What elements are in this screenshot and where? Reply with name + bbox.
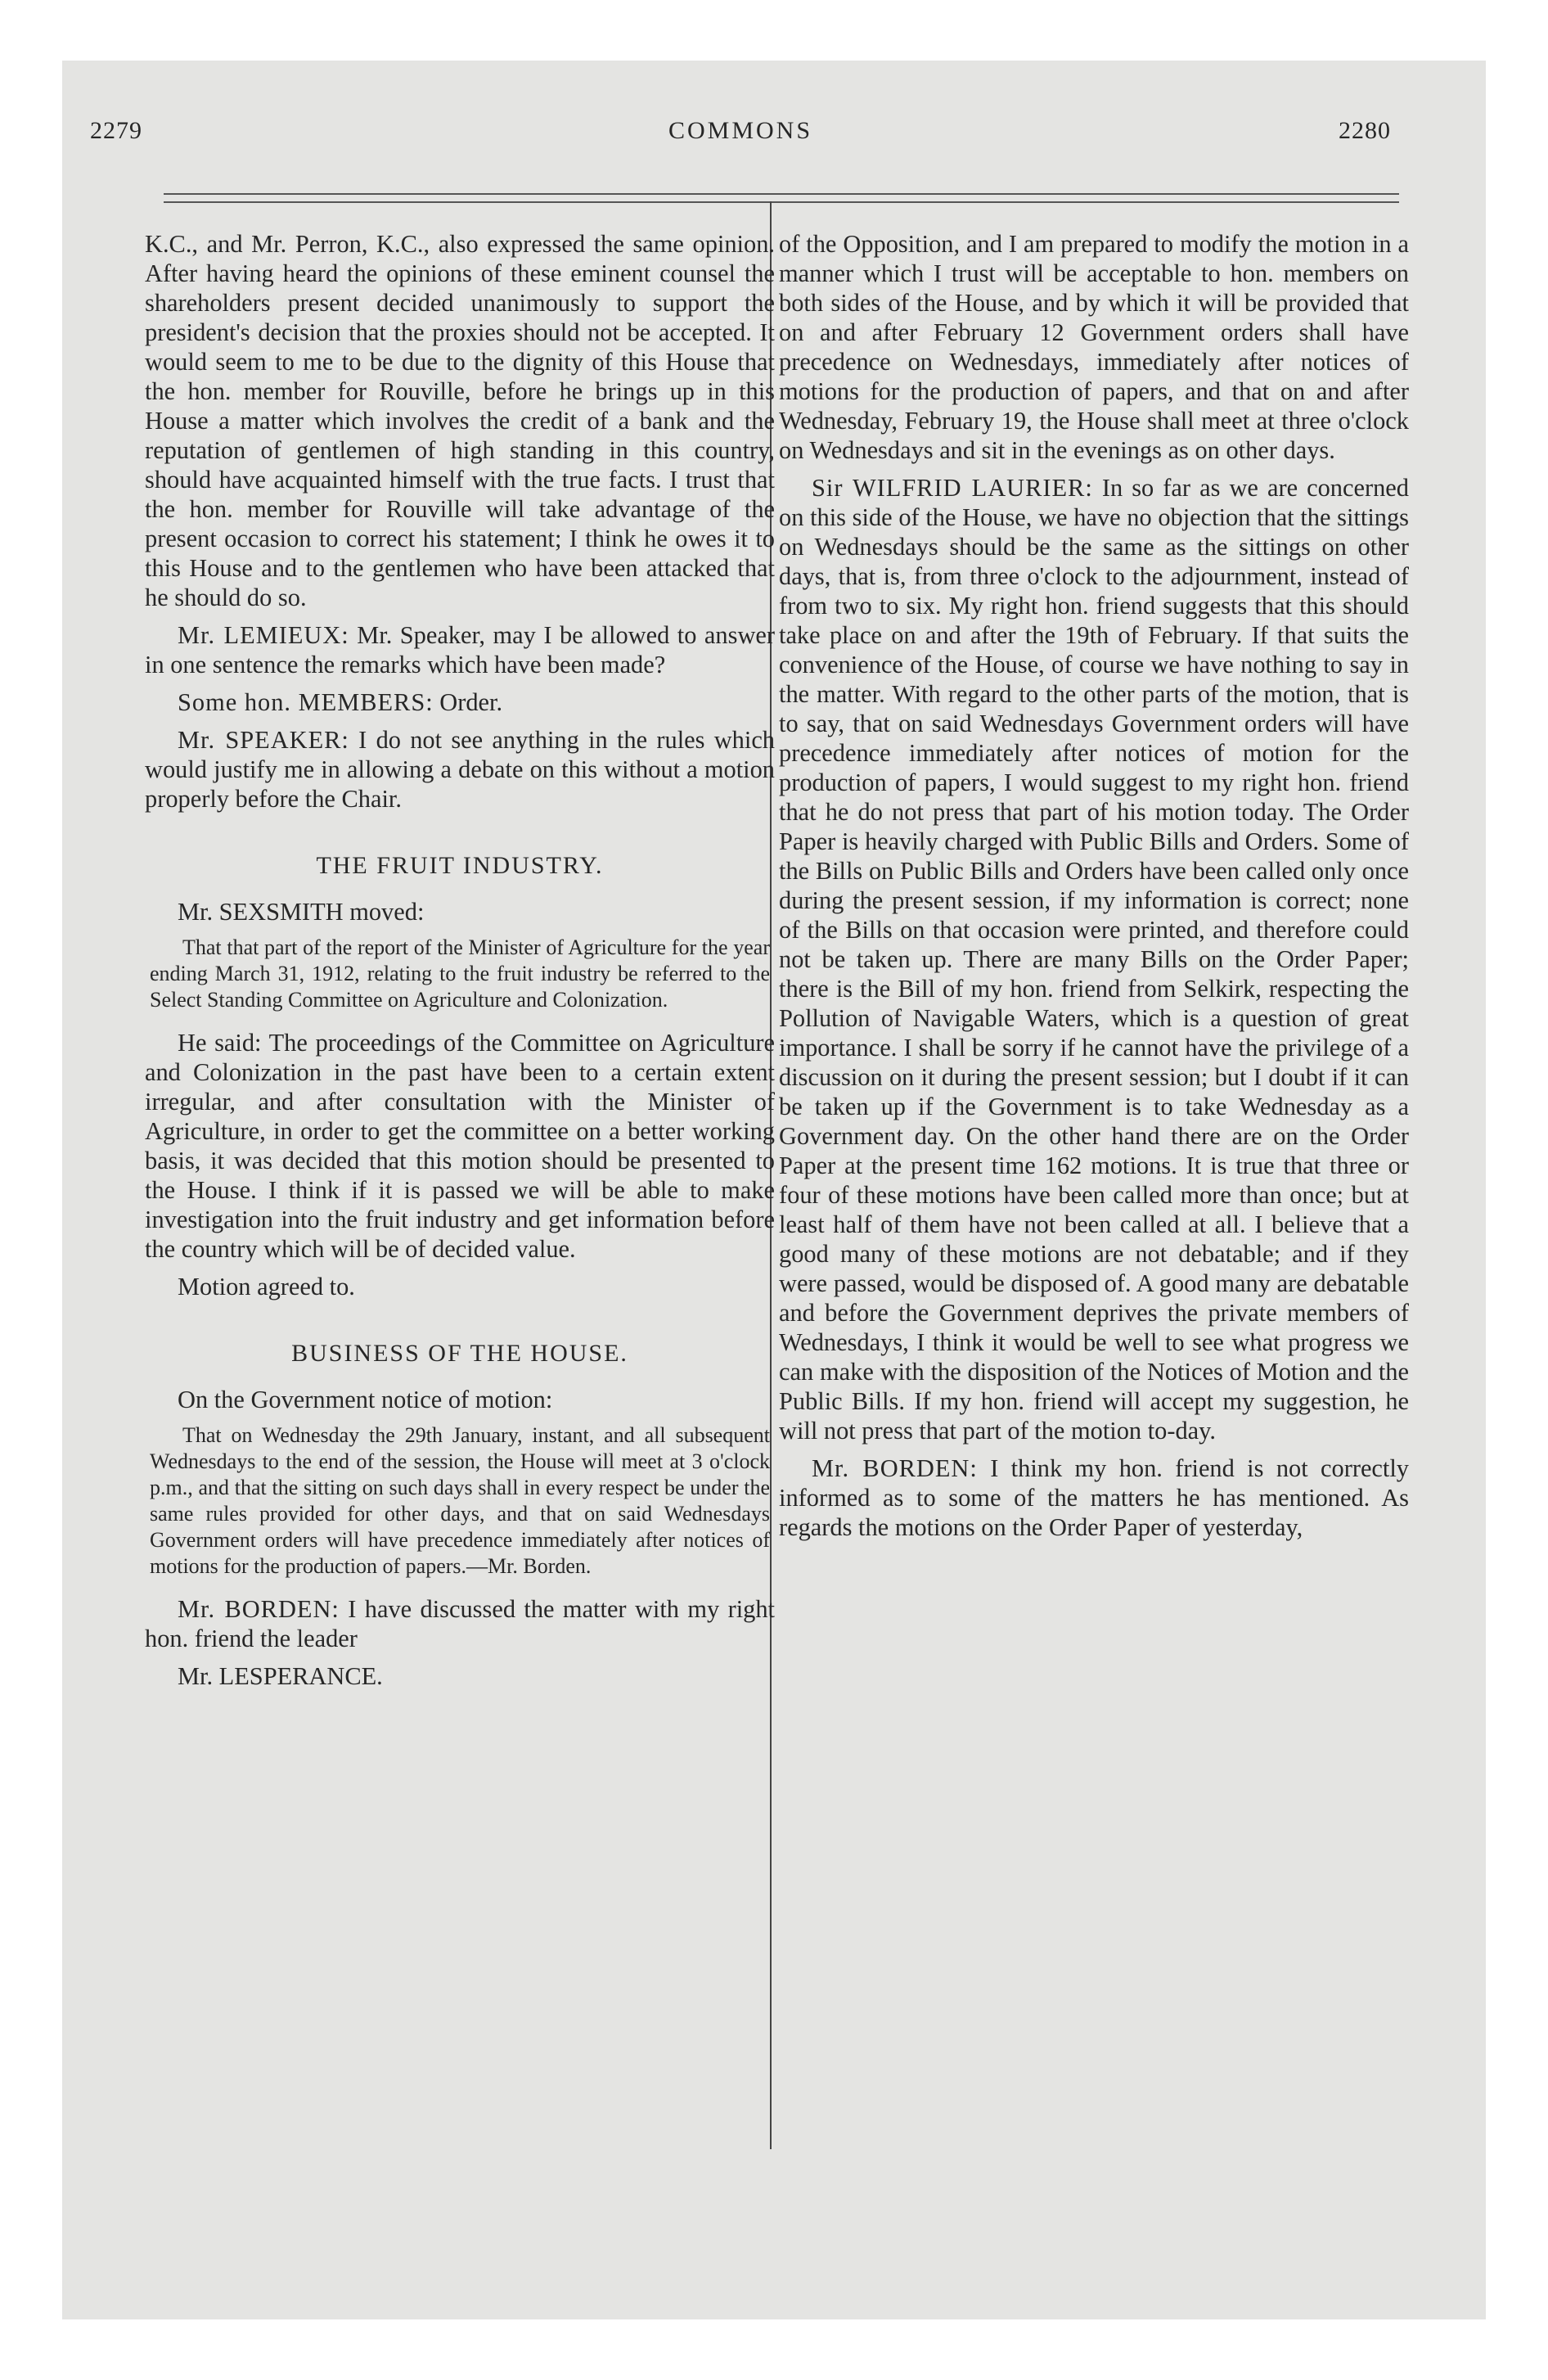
right-column: [779, 229, 1409, 1550]
motion-quote: That that part of the report of the Minister of Agriculture for the year ending March 31, 1912, relating to the fruit industry be referred to the Select Standing Committee on Agriculture and Colonization.: [150, 935, 770, 1012]
left-column: [145, 229, 775, 1699]
speaker-name: Sir WILFRID LAURIER:: [812, 474, 1093, 502]
paragraph: [145, 620, 775, 679]
speaker-name: Some hon. MEMBERS:: [178, 688, 434, 716]
paragraph: He said: The proceedings of the Committee on Agriculture and Colonization in the past have been to a certain extent irregular, and after consultation with the Minister of Agriculture, in order to get the committee on a better working basis, it was decided that this motion should be presented to the House. I think if it is passed we will be able to make investigation into the fruit industry and get information before the country which will be of decided value.: [145, 1029, 775, 1263]
speaker-name: Mr. BORDEN:: [812, 1454, 978, 1482]
paragraph: [145, 687, 775, 717]
speech-text: I do not see anything in the rules which would justify me in allowing a debate on this without a motion properly before the Chair.: [145, 726, 775, 813]
section-heading: BUSINESS OF THE HOUSE.: [291, 1340, 628, 1367]
page-header: [90, 117, 1391, 158]
speech-text: Order.: [433, 688, 503, 716]
paragraph: On the Government notice of motion:: [178, 1386, 553, 1413]
motion-quote: That on Wednesday the 29th January, instant, and all subsequent Wednesdays to the end of the session, the House will meet at 3 o'clock p.m., and that the sitting on such days shall in every respect be under the same rules provided for other days, and that on said Wednesdays Government orders will have precedence immediately after notices of motions for the production of papers.—Mr. Borden.: [150, 1423, 770, 1578]
speech-text: In so far as we are concerned on this side of the House, we have no objection that the sittings on Wednesdays should be the same as the sittings on other days, that is, from three o'clock to the adjournment, instead of from two to six. My right hon. friend suggests that this should take place on and after the 19th of February. If that suits the convenience of the House, of course we have nothing to say in the matter. With regard to the other parts of the motion, that is to say, that on said Wednesdays Government orders will have precedence immediately after notices of motion for the production of papers, I would suggest to my right hon. friend that he do not press that part of his motion today. The Order Paper is heavily charged with Public Bills and Orders. Some of the Bills on Public Bills and Orders have been called only once during the present session, if my information is correct; none of the Bills on that occasion were printed, and therefore could not be taken up. There are many Bills on the Order Paper; there is the Bill of my hon. friend from Selkirk, respecting the Pollution of Navigable Waters, which is a question of great importance. I shall be sorry if he cannot have the privilege of a discussion on it during the present session; but I doubt if it can be taken up if the Government is to take Wednesday as a Government day. On the other hand there are on the Order Paper at the present time 162 motions. It is true that three or four of these motions have been called more than once; but at least half of them have not been called at all. I believe that a good many of these motions are not debatable; and if they were passed, would be disposed of. A good many are debatable and before the Government deprives the private members of Wednesdays, I think it would be well to see what progress we can make with the disposition of the Notices of Motion and the Public Bills. If my hon. friend will accept my suggestion, he will not press that part of the motion to-day.: [779, 474, 1409, 1445]
speech-text: I have discussed the matter with my right hon. friend the leader: [145, 1595, 775, 1652]
page-number-right: 2280: [1339, 117, 1391, 144]
speaker-name: Mr. BORDEN:: [178, 1595, 340, 1623]
header-rule-bottom: [164, 201, 1399, 203]
paragraph: [779, 473, 1409, 1445]
header-rule-top: [164, 193, 1399, 195]
speaker-name: Mr. SPEAKER:: [178, 726, 349, 754]
speech-text: I think my hon. friend is not correctly informed as to some of the matters he has mentioned. As regards the motions on the Order Paper of yesterday,: [779, 1454, 1409, 1541]
paragraph: of the Opposition, and I am prepared to modify the motion in a manner which I trust will be acceptable to hon. members on both sides of the House, and by which it will be provided that on and after February 12 Government orders shall have precedence on Wednesdays, immediately after notices of motions for the production of papers, and that on and after Wednesday, February 19, the House shall meet at three o'clock on Wednesdays and sit in the evenings as on other days.: [779, 230, 1409, 464]
page-number-left: 2279: [90, 117, 142, 144]
page-footer-speaker: Mr. LESPERANCE.: [178, 1662, 383, 1690]
speech-text: Mr. Speaker, may I be allowed to answer in one sentence the remarks which have been made?: [145, 621, 775, 678]
paragraph: [145, 725, 775, 814]
paragraph: Motion agreed to.: [178, 1273, 355, 1300]
running-title: COMMONS: [668, 117, 813, 144]
paragraph: [779, 1454, 1409, 1542]
paragraph: K.C., and Mr. Perron, K.C., also expressed the same opinion. After having heard the opinions of these eminent counsel the shareholders present decided unanimously to support the president's decision that the proxies should not be accepted. It would seem to me to be due to the dignity of this House that the hon. member for Rouville, before he brings up in this House a matter which involves the credit of a bank and the reputation of gentlemen of high standing in this country, should have acquainted himself with the true facts. I trust that the hon. member for Rouville will take advantage of the present occasion to correct his statement; I think he owes it to this House and to the gentlemen who have been attacked that he should do so.: [145, 230, 775, 611]
speaker-name: Mr. LEMIEUX:: [178, 621, 349, 649]
paragraph: Mr. SEXSMITH moved:: [178, 898, 425, 926]
paragraph: [145, 1594, 775, 1653]
section-heading: THE FRUIT INDUSTRY.: [316, 852, 604, 879]
